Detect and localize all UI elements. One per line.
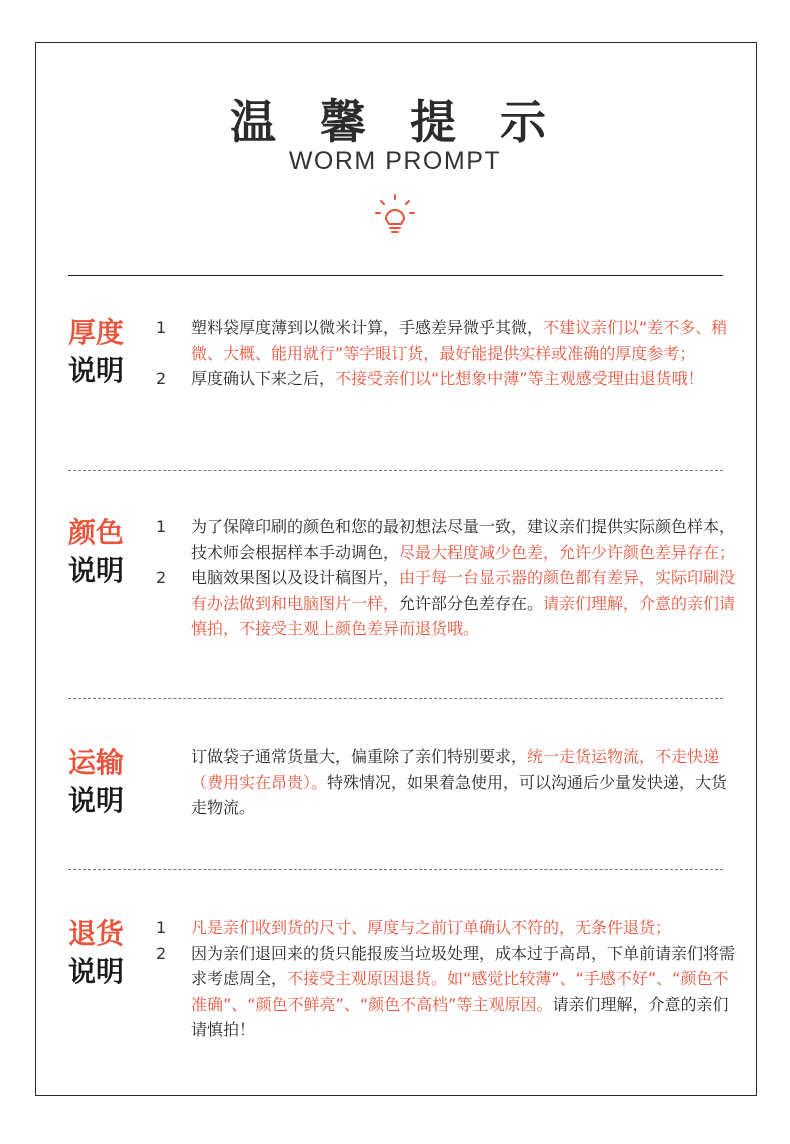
item-text: 塑料袋厚度薄到以微米计算，手感差异微乎其微， [191, 318, 544, 337]
list-item [156, 941, 736, 1043]
item-text-highlight: 不接受亲们以“比想象中薄”等主观感受理由退货哦！ [335, 369, 704, 388]
item-text: 允许部分色差存在。 [399, 593, 544, 613]
list-item [156, 744, 736, 821]
list-item [156, 315, 736, 366]
item-text: 为了保障印刷的颜色和您的最初想法尽量一致，建议亲们提供实际颜色样本，技术师会根据样本手动调色， [191, 517, 736, 562]
page-subtitle: WORM PROMPT [288, 147, 502, 175]
item-text-highlight: 凡是亲们收到货的尺寸、厚度与之前订单确认不符的，无条件退货； [191, 918, 672, 937]
section-label-main: 说明 [68, 354, 125, 387]
section-label [68, 314, 138, 390]
item-text-highlight: 尽最大程度减少色差，允许少许颜色差异存在； [399, 542, 736, 562]
section-divider [68, 869, 723, 870]
item-text-highlight: 请亲们理解，介意的亲们请慎拍，不接受主观上颜色差异而退货哦。 [191, 593, 736, 638]
item-number: 2 [156, 943, 167, 963]
list-item [156, 915, 736, 941]
item-text-highlight: 不建议亲们以“差不多、稍微、大概、能用就行”等字眼订货，最好能提供实样或准确的厚度参考； [191, 318, 728, 363]
item-number: 1 [156, 517, 167, 536]
page-title: 温 馨 提 示 [229, 95, 561, 149]
item-text-highlight: 不接受主观原因退货。如“感觉比较薄”、“手感不好”、“颜色不准确”、“颜色不鲜亮”、“颜色不高档”等主观原因。 [191, 969, 729, 1014]
item-number: 2 [156, 568, 167, 587]
item-number: 1 [156, 918, 167, 937]
list-item [156, 514, 736, 565]
item-number: 2 [156, 369, 167, 388]
item-number: 1 [156, 318, 167, 337]
item-text-highlight: 统一走货运物流，不走快递（费用实在昂贵）。 [191, 747, 720, 792]
section-label-main: 说明 [68, 784, 125, 817]
item-text: 请亲们理解，介意的亲们请慎拍！ [191, 994, 729, 1039]
sun-icon [372, 192, 418, 238]
section-label-accent: 运输 [68, 746, 125, 779]
item-text: 电脑效果图以及设计稿图片， [191, 568, 400, 587]
item-text-highlight: 由于每一台显示器的颜色都有差异，实际印刷没有办法做到和电脑图片一样， [191, 568, 736, 613]
item-text: 因为亲们退回来的货只能报废当垃圾处理，成本过于高昂，下单前请亲们将需求考虑周全， [191, 943, 736, 988]
section-divider [68, 470, 723, 471]
section-label [68, 514, 138, 590]
section-label-accent: 退货 [68, 917, 125, 950]
section-label-accent: 厚度 [68, 316, 125, 349]
section-label-main: 说明 [68, 955, 125, 988]
list-item [156, 366, 736, 392]
header-divider [68, 275, 723, 276]
section-label-main: 说明 [68, 554, 125, 587]
item-text: 厚度确认下来之后， [191, 369, 336, 388]
section-label [68, 744, 138, 820]
item-text: 特殊情况，如果着急使用，可以沟通后少量发快递，大货走物流。 [191, 772, 728, 817]
section-label [68, 915, 138, 991]
section-label-accent: 颜色 [68, 516, 125, 549]
item-text: 订做袋子通常货量大，偏重除了亲们特别要求， [191, 747, 528, 766]
list-item [156, 565, 736, 642]
section-divider [68, 698, 723, 699]
